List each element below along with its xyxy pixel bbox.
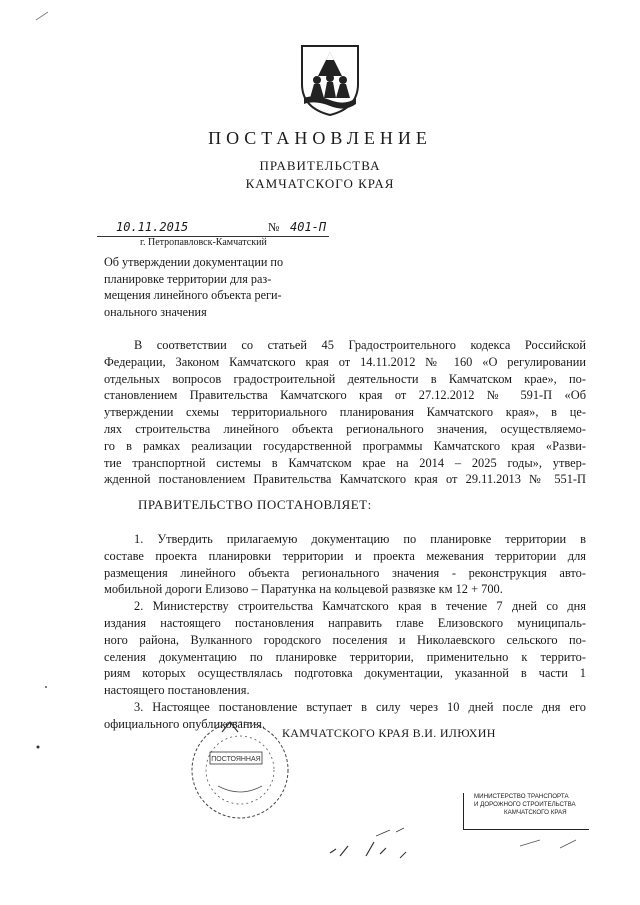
preamble-line: тие транспортной системы в Камчатском крае на 2014 – 2025 годы», утвер- xyxy=(104,455,586,470)
preamble-line: лях строительства линейного объекта регионального значения, осуществляемо- xyxy=(104,421,586,436)
preamble-line: го в рамках реализации государственной программы Камчатского края «Разви- xyxy=(104,438,586,453)
stamp-line: И ДОРОЖНОГО СТРОИТЕЛЬСТВА xyxy=(474,801,576,808)
document-date: 10.11.2015 xyxy=(116,220,189,234)
item-line: риям которых осуществлялась подготовка документации, указанной в части 1 xyxy=(104,666,586,681)
preamble-line: В соответствии со статьей 45 Градостроительного кодекса Российской xyxy=(134,338,586,352)
ministry-stamp xyxy=(463,793,589,830)
document-city: г. Петропавловск-Камчатский xyxy=(140,237,267,248)
document-number: 401-П xyxy=(290,220,327,234)
subject-line: мещения линейного объекта реги- xyxy=(104,288,282,303)
document-type-title: ПОСТАНОВЛЕНИЕ xyxy=(208,128,432,148)
issuer-line-1: ПРАВИТЕЛЬСТВА xyxy=(259,158,381,173)
item-line: официального опубликования. xyxy=(104,716,265,731)
resolves-heading: ПРАВИТЕЛЬСТВО ПОСТАНОВЛЯЕТ: xyxy=(138,497,372,512)
preamble-line: жденной постановлением Правительства Камчатского края от 29.11.2013 № 551-П xyxy=(104,472,586,487)
document-subject xyxy=(104,254,326,320)
item-line: ного района, Вулканного городского поселения и Николаевского сельского по- xyxy=(104,632,586,647)
item-line: 1. Утвердить прилагаемую документацию по планировке территории в xyxy=(134,532,586,546)
preamble-line: утверждении схемы территориального планирования Камчатского края», в це- xyxy=(104,405,586,420)
item-line: мобильной дороги Елизово – Паратунка на кольцевой развязке км 12 + 700. xyxy=(104,582,503,597)
stamp-line: МИНИСТЕРСТВО ТРАНСПОРТА xyxy=(474,793,569,800)
item-line: селения документацию по планировке территории, применительно к террито- xyxy=(104,649,586,664)
preamble-line: становлением Правительства Камчатского края от 27.12.2012 № 591-П «Об xyxy=(104,388,586,403)
issuer-line-2: КАМЧАТСКОГО КРАЯ xyxy=(245,176,395,191)
seal-text: ПОСТОЯННАЯ xyxy=(211,756,261,763)
coat-of-arms-emblem xyxy=(300,42,360,117)
preamble-paragraph xyxy=(104,337,586,488)
resolution-items xyxy=(104,531,586,733)
item-line: настоящего постановления. xyxy=(104,683,250,698)
preamble-line: отдельных вопросов градостроительной деятельности в Камчатском крае», по- xyxy=(104,371,586,386)
preamble-line: Федерации, Законом Камчатского края от 14.11.2012 № 160 «О регулировании xyxy=(104,354,586,369)
stamp-line: КАМЧАТСКОГО КРАЯ xyxy=(504,809,567,816)
signature-line: КАМЧАТСКОГО КРАЯ В.И. ИЛЮХИН xyxy=(282,726,496,740)
item-line: издания настоящего постановления направить главе Елизовского муниципаль- xyxy=(104,615,586,630)
subject-line: Об утверждении документации по xyxy=(104,255,284,269)
number-sign: № xyxy=(268,220,280,234)
item-line: 3. Настоящее постановление вступает в силу через 10 дней после дня его xyxy=(134,699,586,714)
item-line: размещения линейного объекта регионального значения - реконструкция авто- xyxy=(104,565,586,580)
subject-line: онального значения xyxy=(104,304,207,319)
round-seal-stamp xyxy=(188,718,292,822)
item-line: составе проекта планировки территории и проекта межевания территории для xyxy=(104,548,586,563)
item-line: 2. Министерству строительства Камчатского края в течение 7 дней со дня xyxy=(134,599,586,614)
subject-line: планировке территории для раз- xyxy=(104,271,272,286)
